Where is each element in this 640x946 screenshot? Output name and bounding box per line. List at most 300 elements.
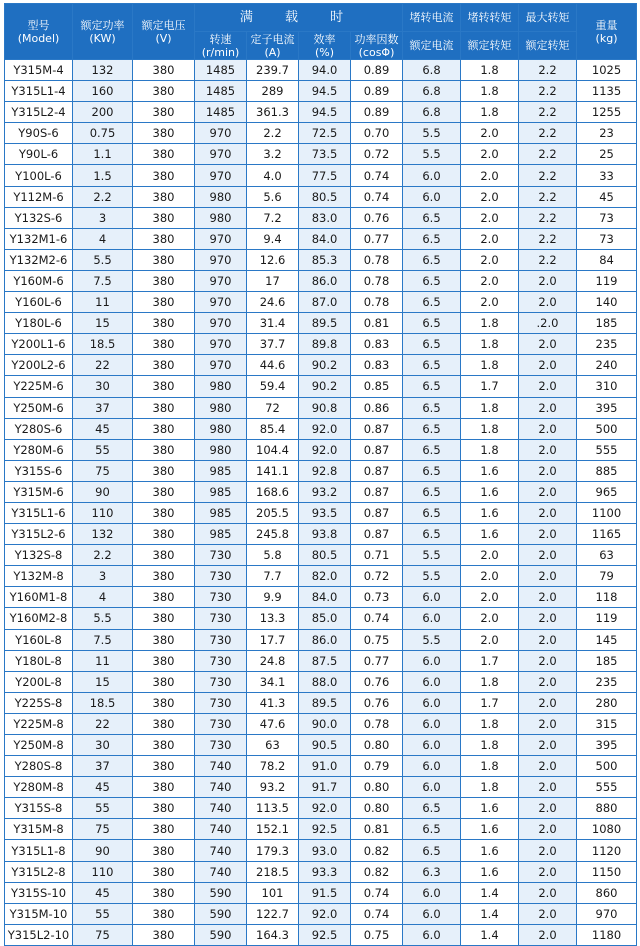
cell-current: 101 [247,882,299,903]
cell-weight: 280 [577,692,637,713]
cell-power: 160 [73,81,133,102]
cell-power: 45 [73,882,133,903]
cell-voltage: 380 [133,777,195,798]
cell-efficiency: 87.0 [299,292,351,313]
cell-voltage: 380 [133,735,195,756]
cell-power-factor: 0.86 [351,397,403,418]
table-row [5,566,637,587]
table-row [5,756,637,777]
table-row [5,355,637,376]
cell-max-torque: .2.0 [519,313,577,334]
cell-voltage: 380 [133,608,195,629]
cell-max-torque: 2.0 [519,735,577,756]
cell-lock-current: 6.0 [403,692,461,713]
cell-max-torque: 2.0 [519,903,577,924]
cell-power: 7.5 [73,629,133,650]
cell-current: 168.6 [247,481,299,502]
cell-power-factor: 0.77 [351,228,403,249]
table-row [5,608,637,629]
cell-power-factor: 0.82 [351,861,403,882]
cell-power-factor: 0.78 [351,292,403,313]
cell-power-factor: 0.78 [351,713,403,734]
cell-speed: 980 [195,207,247,228]
cell-current: 24.8 [247,650,299,671]
cell-max-torque: 2.0 [519,629,577,650]
cell-power-factor: 0.87 [351,481,403,502]
cell-lock-current: 6.0 [403,777,461,798]
cell-lock-current: 6.5 [403,840,461,861]
cell-power-factor: 0.76 [351,207,403,228]
table-row [5,460,637,481]
cell-power: 4 [73,228,133,249]
cell-weight: 970 [577,903,637,924]
table-row [5,713,637,734]
cell-speed: 730 [195,713,247,734]
cell-current: 122.7 [247,903,299,924]
cell-power: 15 [73,671,133,692]
table-row [5,924,637,945]
cell-current: 361.3 [247,102,299,123]
cell-lock-torque: 1.8 [461,355,519,376]
cell-lock-current: 6.0 [403,713,461,734]
cell-voltage: 380 [133,144,195,165]
cell-weight: 84 [577,249,637,270]
cell-efficiency: 85.0 [299,608,351,629]
cell-max-torque: 2.0 [519,882,577,903]
table-row [5,840,637,861]
cell-weight: 73 [577,207,637,228]
cell-speed: 590 [195,903,247,924]
table-row [5,439,637,460]
cell-lock-torque: 2.0 [461,608,519,629]
cell-lock-torque: 1.6 [461,502,519,523]
cell-model: Y160M1-8 [5,587,73,608]
header-lock-current: 堵转电流 [403,4,461,32]
cell-speed: 740 [195,777,247,798]
cell-voltage: 380 [133,756,195,777]
cell-lock-torque: 2.0 [461,228,519,249]
cell-power: 75 [73,924,133,945]
cell-voltage: 380 [133,903,195,924]
cell-power: 2.2 [73,186,133,207]
cell-efficiency: 91.7 [299,777,351,798]
cell-power-factor: 0.83 [351,334,403,355]
cell-lock-current: 6.5 [403,439,461,460]
cell-speed: 970 [195,123,247,144]
cell-max-torque: 2.0 [519,460,577,481]
cell-speed: 1485 [195,60,247,81]
cell-current: 41.3 [247,692,299,713]
cell-max-torque: 2.0 [519,439,577,460]
cell-efficiency: 92.5 [299,924,351,945]
cell-efficiency: 86.0 [299,629,351,650]
cell-speed: 740 [195,798,247,819]
table-row [5,629,637,650]
cell-max-torque: 2.0 [519,671,577,692]
table-row [5,903,637,924]
table-row [5,397,637,418]
cell-power-factor: 0.76 [351,671,403,692]
cell-lock-torque: 1.7 [461,692,519,713]
table-row [5,102,637,123]
table-row [5,650,637,671]
cell-lock-current: 6.8 [403,102,461,123]
cell-lock-torque: 2.0 [461,249,519,270]
cell-speed: 730 [195,608,247,629]
cell-voltage: 380 [133,60,195,81]
cell-lock-torque: 1.8 [461,439,519,460]
cell-max-torque: 2.0 [519,566,577,587]
cell-power-factor: 0.72 [351,144,403,165]
cell-efficiency: 92.0 [299,439,351,460]
cell-model: Y280M-6 [5,439,73,460]
cell-lock-torque: 2.0 [461,545,519,566]
header-weight: 重量 (kg) [577,4,637,60]
table-row [5,144,637,165]
cell-current: 164.3 [247,924,299,945]
cell-lock-torque: 1.8 [461,81,519,102]
cell-efficiency: 94.5 [299,102,351,123]
cell-power-factor: 0.81 [351,819,403,840]
cell-current: 289 [247,81,299,102]
cell-efficiency: 92.5 [299,819,351,840]
cell-lock-current: 6.5 [403,524,461,545]
cell-power-factor: 0.80 [351,735,403,756]
cell-lock-current: 6.5 [403,798,461,819]
cell-efficiency: 93.2 [299,481,351,502]
cell-power: 11 [73,292,133,313]
cell-speed: 740 [195,819,247,840]
cell-efficiency: 90.8 [299,397,351,418]
cell-voltage: 380 [133,882,195,903]
cell-power-factor: 0.74 [351,903,403,924]
header-power-factor: 功率因数 (cosΦ) [351,32,403,60]
cell-efficiency: 82.0 [299,566,351,587]
cell-current: 59.4 [247,376,299,397]
cell-voltage: 380 [133,81,195,102]
cell-lock-current: 6.5 [403,270,461,291]
cell-model: Y315S-10 [5,882,73,903]
cell-weight: 555 [577,777,637,798]
cell-lock-current: 6.5 [403,313,461,334]
cell-voltage: 380 [133,819,195,840]
cell-lock-torque: 1.8 [461,334,519,355]
cell-efficiency: 72.5 [299,123,351,144]
cell-power-factor: 0.87 [351,460,403,481]
table-row [5,60,637,81]
cell-power-factor: 0.77 [351,650,403,671]
cell-weight: 310 [577,376,637,397]
cell-weight: 1120 [577,840,637,861]
cell-lock-torque: 2.0 [461,270,519,291]
cell-max-torque: 2.0 [519,292,577,313]
cell-lock-torque: 1.8 [461,60,519,81]
table-row [5,292,637,313]
cell-lock-torque: 2.0 [461,629,519,650]
cell-power: 1.1 [73,144,133,165]
cell-lock-torque: 1.6 [461,524,519,545]
cell-speed: 1485 [195,81,247,102]
cell-lock-torque: 1.4 [461,924,519,945]
cell-max-torque: 2.0 [519,270,577,291]
table-row [5,524,637,545]
cell-power-factor: 0.74 [351,882,403,903]
table-row [5,735,637,756]
table-row [5,545,637,566]
cell-power: 1.5 [73,165,133,186]
cell-model: Y315M-8 [5,819,73,840]
cell-lock-current: 6.0 [403,671,461,692]
cell-voltage: 380 [133,418,195,439]
cell-max-torque: 2.0 [519,819,577,840]
cell-power: 110 [73,861,133,882]
cell-model: Y100L-6 [5,165,73,186]
cell-speed: 730 [195,692,247,713]
cell-current: 72 [247,397,299,418]
header-model: 型号 (Model) [5,4,73,60]
cell-speed: 985 [195,481,247,502]
cell-power: 110 [73,502,133,523]
cell-power-factor: 0.82 [351,840,403,861]
cell-speed: 970 [195,165,247,186]
cell-weight: 235 [577,671,637,692]
cell-efficiency: 94.5 [299,81,351,102]
cell-max-torque: 2.0 [519,524,577,545]
cell-power: 4 [73,587,133,608]
cell-speed: 730 [195,671,247,692]
cell-power-factor: 0.87 [351,524,403,545]
cell-current: 152.1 [247,819,299,840]
cell-speed: 970 [195,228,247,249]
cell-model: Y132S-6 [5,207,73,228]
cell-model: Y315M-10 [5,903,73,924]
cell-weight: 33 [577,165,637,186]
cell-power: 200 [73,102,133,123]
cell-voltage: 380 [133,861,195,882]
cell-lock-current: 6.3 [403,861,461,882]
cell-weight: 119 [577,608,637,629]
cell-speed: 740 [195,840,247,861]
cell-speed: 970 [195,144,247,165]
cell-voltage: 380 [133,207,195,228]
header-lock-torque: 堵转转矩 [461,4,519,32]
cell-max-torque: 2.2 [519,60,577,81]
cell-power: 90 [73,481,133,502]
cell-power-factor: 0.70 [351,123,403,144]
cell-lock-torque: 1.8 [461,671,519,692]
cell-model: Y315L2-6 [5,524,73,545]
cell-model: Y315L2-10 [5,924,73,945]
table-row [5,418,637,439]
cell-weight: 885 [577,460,637,481]
cell-power: 55 [73,798,133,819]
cell-model: Y280S-6 [5,418,73,439]
cell-current: 218.5 [247,861,299,882]
cell-weight: 25 [577,144,637,165]
cell-power: 37 [73,397,133,418]
cell-weight: 185 [577,313,637,334]
cell-max-torque: 2.2 [519,207,577,228]
cell-lock-torque: 2.0 [461,123,519,144]
cell-current: 37.7 [247,334,299,355]
cell-voltage: 380 [133,713,195,734]
cell-max-torque: 2.2 [519,81,577,102]
cell-lock-current: 6.8 [403,81,461,102]
cell-lock-current: 6.5 [403,355,461,376]
cell-current: 31.4 [247,313,299,334]
cell-voltage: 380 [133,840,195,861]
cell-power: 55 [73,439,133,460]
cell-power: 15 [73,313,133,334]
cell-voltage: 380 [133,355,195,376]
cell-speed: 1485 [195,102,247,123]
header-voltage: 额定电压 (V) [133,4,195,60]
cell-efficiency: 93.3 [299,861,351,882]
cell-current: 239.7 [247,60,299,81]
cell-weight: 1255 [577,102,637,123]
cell-power: 22 [73,713,133,734]
cell-model: Y315S-8 [5,798,73,819]
cell-current: 85.4 [247,418,299,439]
cell-model: Y315L2-4 [5,102,73,123]
cell-model: Y90L-6 [5,144,73,165]
cell-power: 22 [73,355,133,376]
cell-voltage: 380 [133,397,195,418]
cell-weight: 555 [577,439,637,460]
cell-weight: 1165 [577,524,637,545]
cell-lock-torque: 1.8 [461,756,519,777]
cell-voltage: 380 [133,692,195,713]
cell-current: 9.9 [247,587,299,608]
cell-speed: 985 [195,524,247,545]
cell-weight: 500 [577,756,637,777]
cell-power: 30 [73,376,133,397]
cell-speed: 590 [195,882,247,903]
table-row [5,692,637,713]
cell-weight: 45 [577,186,637,207]
cell-model: Y180L-8 [5,650,73,671]
cell-efficiency: 77.5 [299,165,351,186]
cell-weight: 235 [577,334,637,355]
cell-power: 3 [73,566,133,587]
cell-lock-current: 6.5 [403,249,461,270]
table-row [5,777,637,798]
cell-speed: 730 [195,587,247,608]
cell-voltage: 380 [133,629,195,650]
table-row [5,270,637,291]
cell-max-torque: 2.0 [519,861,577,882]
cell-model: Y132M2-6 [5,249,73,270]
cell-power: 90 [73,840,133,861]
cell-model: Y200L2-6 [5,355,73,376]
header-lock-torque-sub: 额定转矩 [461,32,519,60]
cell-efficiency: 94.0 [299,60,351,81]
cell-current: 2.2 [247,123,299,144]
cell-power-factor: 0.75 [351,629,403,650]
cell-lock-current: 6.8 [403,60,461,81]
cell-max-torque: 2.0 [519,713,577,734]
cell-current: 205.5 [247,502,299,523]
cell-voltage: 380 [133,186,195,207]
cell-voltage: 380 [133,439,195,460]
cell-speed: 730 [195,545,247,566]
cell-max-torque: 2.0 [519,376,577,397]
cell-model: Y160M2-8 [5,608,73,629]
header-current: 定子电流 (A) [247,32,299,60]
cell-max-torque: 2.0 [519,608,577,629]
cell-model: Y132M-8 [5,566,73,587]
cell-power-factor: 0.76 [351,692,403,713]
motor-spec-table [4,3,637,946]
cell-max-torque: 2.2 [519,102,577,123]
cell-model: Y315M-6 [5,481,73,502]
cell-current: 3.2 [247,144,299,165]
cell-lock-current: 6.0 [403,186,461,207]
cell-speed: 970 [195,270,247,291]
cell-max-torque: 2.0 [519,418,577,439]
cell-efficiency: 92.0 [299,798,351,819]
cell-power: 55 [73,903,133,924]
header-speed: 转速 (r/min) [195,32,247,60]
cell-lock-current: 6.5 [403,481,461,502]
cell-model: Y250M-6 [5,397,73,418]
cell-current: 12.6 [247,249,299,270]
cell-lock-current: 6.5 [403,397,461,418]
cell-efficiency: 93.8 [299,524,351,545]
cell-efficiency: 91.0 [299,756,351,777]
cell-current: 13.3 [247,608,299,629]
cell-power-factor: 0.74 [351,165,403,186]
cell-efficiency: 90.2 [299,376,351,397]
cell-power-factor: 0.87 [351,439,403,460]
cell-voltage: 380 [133,228,195,249]
cell-current: 141.1 [247,460,299,481]
cell-efficiency: 89.5 [299,692,351,713]
cell-efficiency: 92.0 [299,418,351,439]
cell-max-torque: 2.0 [519,355,577,376]
cell-power-factor: 0.78 [351,249,403,270]
cell-lock-torque: 2.0 [461,186,519,207]
cell-model: Y315L2-8 [5,861,73,882]
cell-voltage: 380 [133,102,195,123]
cell-power: 11 [73,650,133,671]
cell-lock-current: 6.0 [403,735,461,756]
cell-efficiency: 87.5 [299,650,351,671]
table-row [5,882,637,903]
cell-voltage: 380 [133,481,195,502]
cell-lock-current: 6.5 [403,292,461,313]
cell-efficiency: 84.0 [299,587,351,608]
cell-voltage: 380 [133,249,195,270]
table-row [5,165,637,186]
cell-lock-torque: 1.7 [461,650,519,671]
cell-speed: 980 [195,186,247,207]
cell-model: Y160L-6 [5,292,73,313]
cell-power-factor: 0.89 [351,102,403,123]
cell-speed: 740 [195,756,247,777]
cell-power-factor: 0.71 [351,545,403,566]
cell-lock-current: 6.0 [403,587,461,608]
cell-model: Y250M-8 [5,735,73,756]
cell-lock-torque: 1.6 [461,460,519,481]
cell-weight: 1025 [577,60,637,81]
cell-power: 30 [73,735,133,756]
cell-weight: 23 [577,123,637,144]
table-row [5,481,637,502]
table-row [5,671,637,692]
cell-weight: 880 [577,798,637,819]
cell-efficiency: 90.5 [299,735,351,756]
